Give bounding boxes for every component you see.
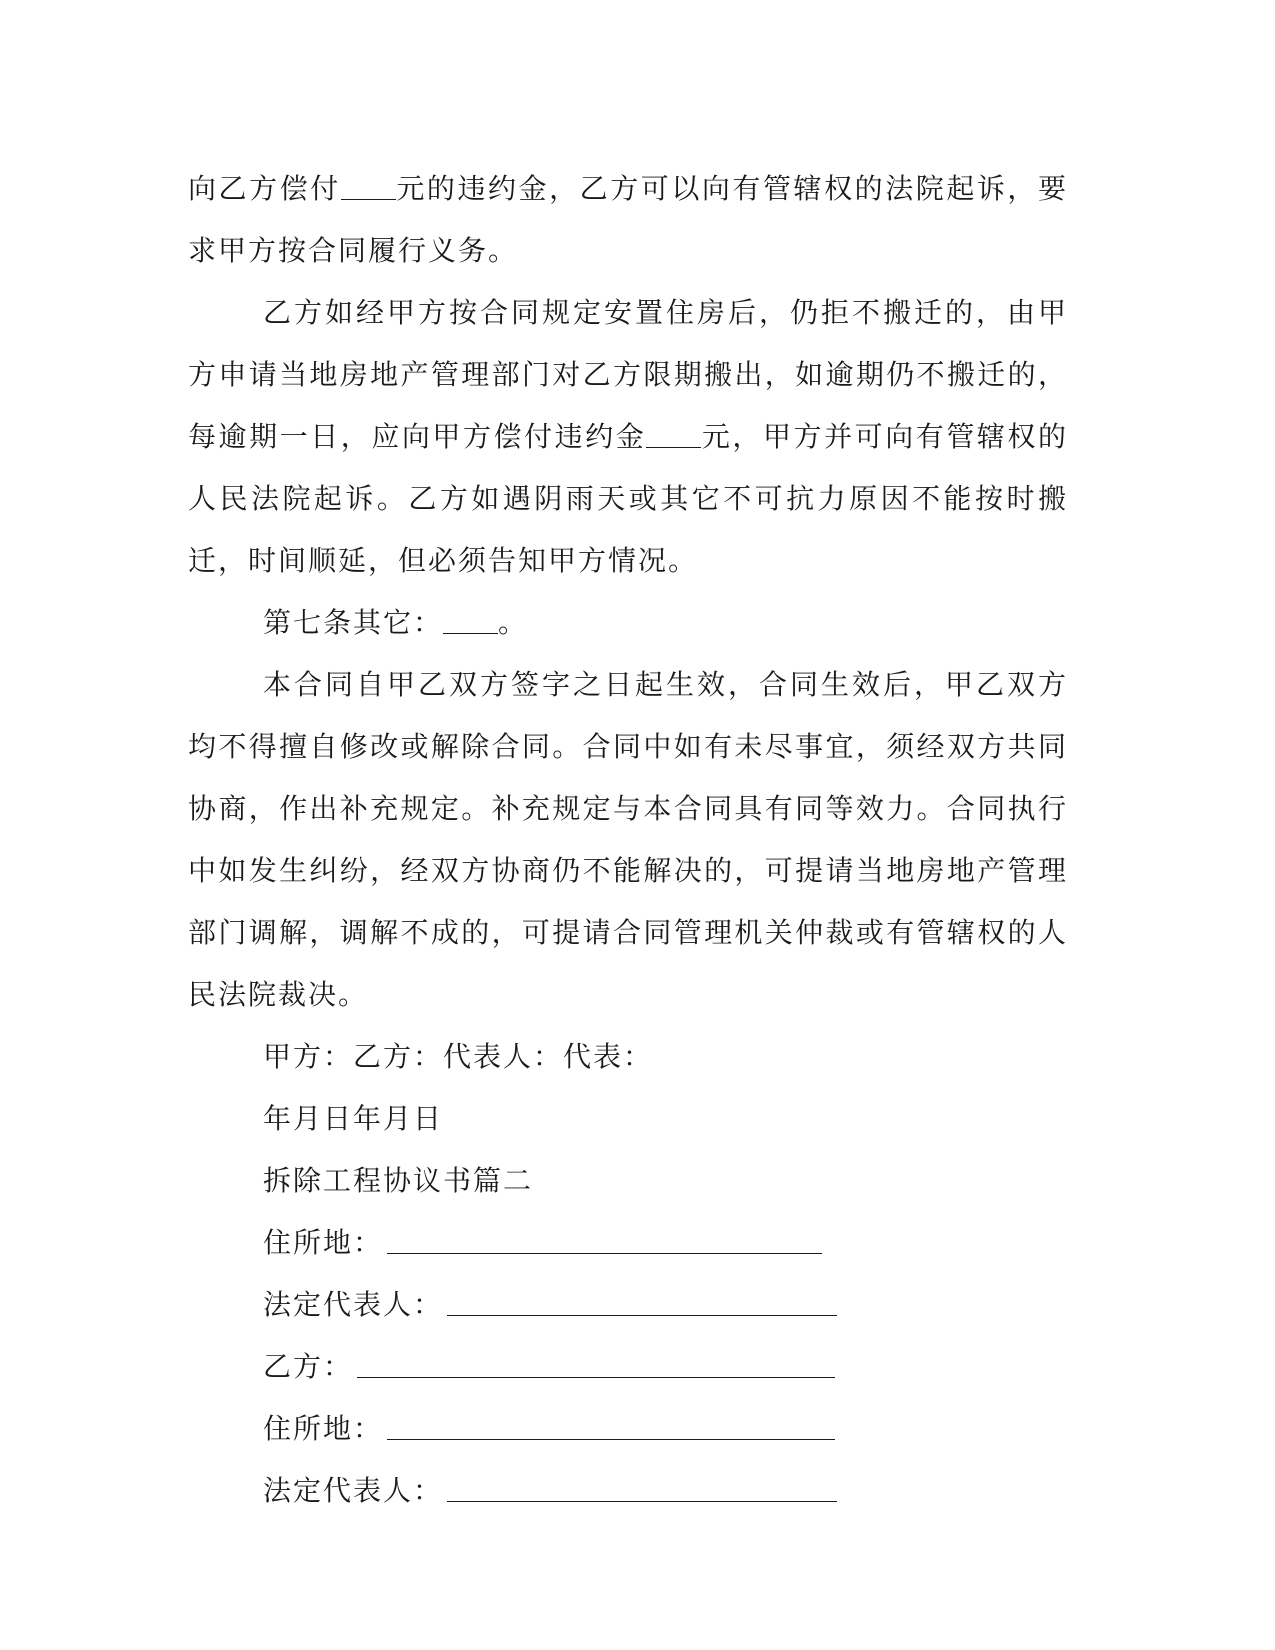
paragraph-effectiveness: 本合同自甲乙双方签字之日起生效，合同生效后，甲乙双方均不得擅自修改或解除合同。合同中如有未尽事宜，须经双方共同协商，作出补充规定。补充规定与本合同具有同等效力。合同执行中如发生纠纷，经双方协商仍不能解决的，可提请当地房地产管理部门调解，调解不成的，可提请合同管理机关仲裁或有管辖权的人民法院裁决。 [188, 668, 1068, 1011]
paragraph-article-seven [188, 592, 1068, 654]
address-input-line[interactable] [387, 1227, 822, 1254]
signature-line: 甲方：乙方：代表人：代表： [263, 1040, 654, 1073]
form-field-representative-a [188, 1274, 1068, 1336]
field-label: 法定代表人： [263, 1288, 444, 1321]
paragraph-text: 向乙方偿付 [188, 172, 341, 205]
representative-input-line[interactable] [447, 1289, 837, 1316]
form-field-party-b [188, 1336, 1068, 1398]
field-label: 法定代表人： [263, 1474, 444, 1507]
amount-blank [646, 421, 701, 448]
paragraph-penalty-party-b [188, 282, 1068, 592]
paragraph-text: 元，甲方并可向有管辖权的人民法院起诉。乙方如遇阴雨天或其它不可抗力原因不能按时搬迁，时间顺延，但必须告知甲方情况。 [188, 420, 1068, 577]
form-field-address-a [188, 1212, 1068, 1274]
section-title: 拆除工程协议书篇二 [263, 1164, 534, 1197]
paragraph-text: 第七条其它： [263, 606, 444, 639]
paragraph-penalty-party-a [188, 158, 1068, 282]
field-label: 乙方： [263, 1350, 354, 1383]
field-label: 住所地： [263, 1412, 384, 1445]
party-b-input-line[interactable] [357, 1351, 835, 1378]
amount-blank [341, 173, 396, 200]
address-input-line[interactable] [387, 1413, 835, 1440]
form-field-address-b [188, 1398, 1068, 1460]
paragraph-text: 。 [498, 606, 529, 639]
form-field-representative-b [188, 1460, 1068, 1522]
contract-body [188, 158, 1068, 1522]
paragraph-text: 乙方如经甲方按合同规定安置住房后，仍拒不搬迁的，由甲方申请当地房地产管理部门对乙方限期搬出，如逾期仍不搬迁的，每逾期一日，应向甲方偿付违约金 [188, 296, 1068, 453]
paragraph-text: 元的违约金，乙方可以向有管辖权的法院起诉，要求甲方按合同履行义务。 [188, 172, 1068, 267]
field-label: 住所地： [263, 1226, 384, 1259]
representative-input-line[interactable] [447, 1475, 837, 1502]
date-line: 年月日年月日 [263, 1102, 444, 1135]
other-blank [443, 607, 498, 634]
